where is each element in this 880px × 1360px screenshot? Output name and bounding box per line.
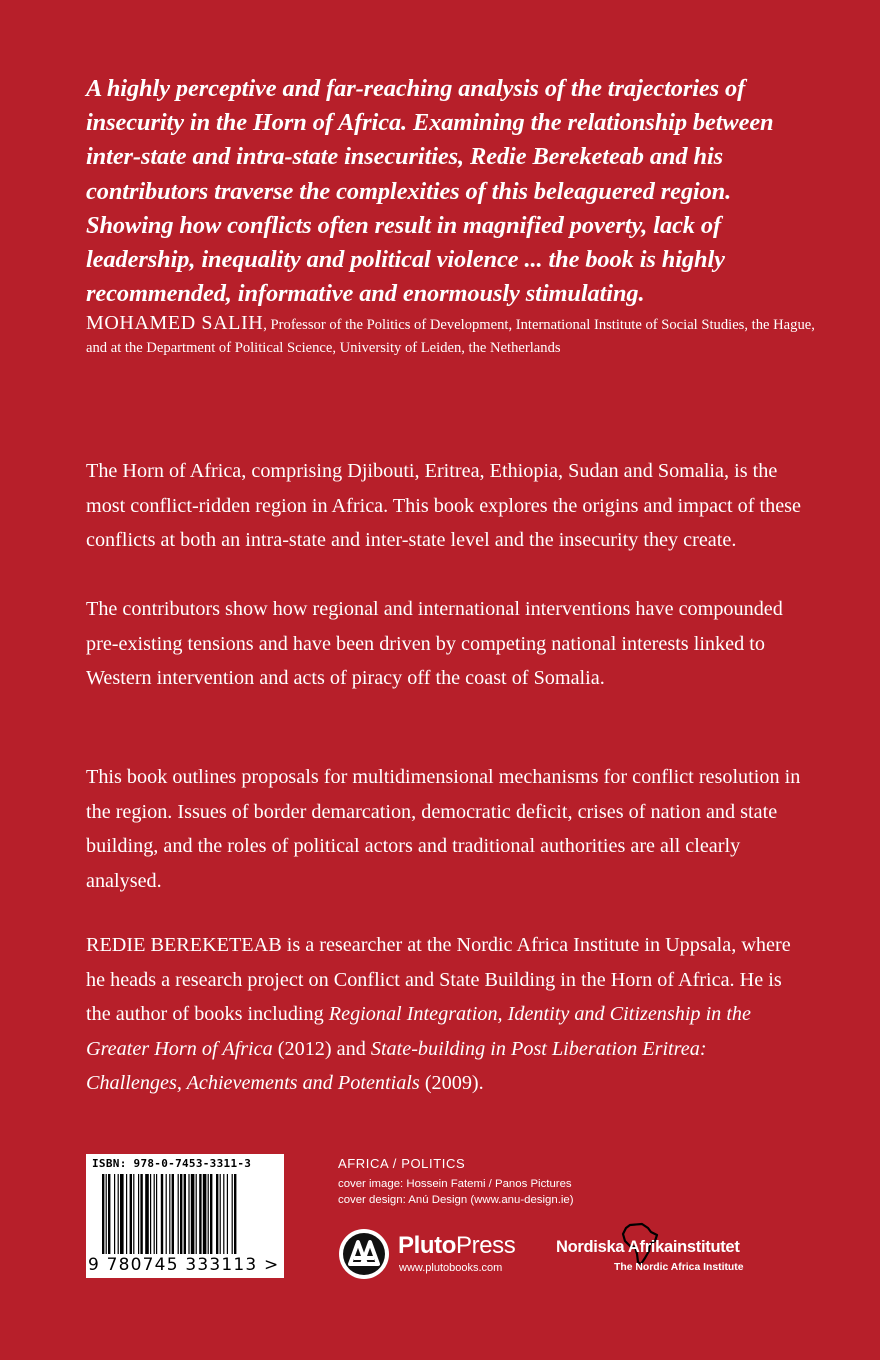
author-bio-text-1: REDIE BEREKETEAB is a researcher at the Nordic Africa Institute in Uppsala, where he heads a research project on Conflict and State Building in the Horn of Africa. He is the author of books including <box>86 934 791 1026</box>
publisher-name-bold: Pluto <box>398 1232 456 1259</box>
pluto-press-logo-icon <box>338 1228 390 1280</box>
institute-subtitle: The Nordic Africa Institute <box>614 1262 744 1273</box>
institute-name: Nordiska Afrikainstitutet <box>556 1238 740 1256</box>
author-bio-text-2: (2012) and <box>272 1037 371 1060</box>
author-book-title-1: Regional Integration, Identity and Citizenship in the Greater Horn of Africa <box>86 1003 751 1060</box>
description-paragraph-3: This book outlines proposals for multidimensional mechanisms for conflict resolution in the region. Issues of border demarcation, democratic deficit, crises of nation and state building, and the roles of political actors and traditional authorities are all clearly analysed. <box>86 766 801 892</box>
description-paragraph-1: The Horn of Africa, comprising Djibouti, Eritrea, Ethiopia, Sudan and Somalia, is the most conflict-ridden region in Africa. This book explores the origins and impact of these conflicts at both an intra-state and inter-state level and the insecurity they create. <box>86 460 801 552</box>
endorser-details: , Professor of the Politics of Development, International Institute of Social Studies, the Hague, and at the Department of Political Science, University of Leiden, the Netherlands <box>86 317 815 356</box>
barcode-bars <box>102 1174 272 1256</box>
description-paragraph-2: The contributors show how regional and international interventions have compounded pre-existing tensions and have been driven by competing national interests linked to Western intervention and acts of piracy off the coast of Somalia. <box>86 598 783 690</box>
endorser-name: MOHAMED SALIH <box>86 312 264 334</box>
barcode-digits: 9 780745 333113 > <box>88 1255 280 1275</box>
publisher-name-light: Press <box>456 1232 516 1259</box>
cover-credits <box>338 1176 574 1208</box>
author-bio <box>86 928 806 1101</box>
isbn-barcode <box>86 1154 284 1278</box>
isbn-label: ISBN: 978-0-7453-3311-3 <box>92 1157 252 1170</box>
publisher-name <box>398 1232 515 1260</box>
endorsement-quote: A highly perceptive and far-reaching analysis of the trajectories of insecurity in the Horn of Africa. Examining the relationship between inter-state and intra-state insecurities, Redie Bereketeab and his contributors traverse the complexities of this beleaguered region. Showing how conflicts often result in magnified poverty, lack of leadership, inequality and political violence ... the book is highly recommended, informative and enormously stimulating. <box>86 75 774 308</box>
cover-image-credit: cover image: Hossein Fatemi / Panos Pictures <box>338 1178 572 1190</box>
subject-category: AFRICA / POLITICS <box>338 1156 466 1171</box>
endorsement-attribution <box>86 312 826 360</box>
publisher-url: www.plutobooks.com <box>399 1262 503 1274</box>
cover-design-credit: cover design: Anú Design (www.anu-design.ie) <box>338 1194 574 1206</box>
author-bio-text-3: (2009). <box>419 1072 484 1095</box>
author-book-title-2: State-building in Post Liberation Eritrea: Challenges, Achievements and Potentials <box>86 1037 707 1095</box>
